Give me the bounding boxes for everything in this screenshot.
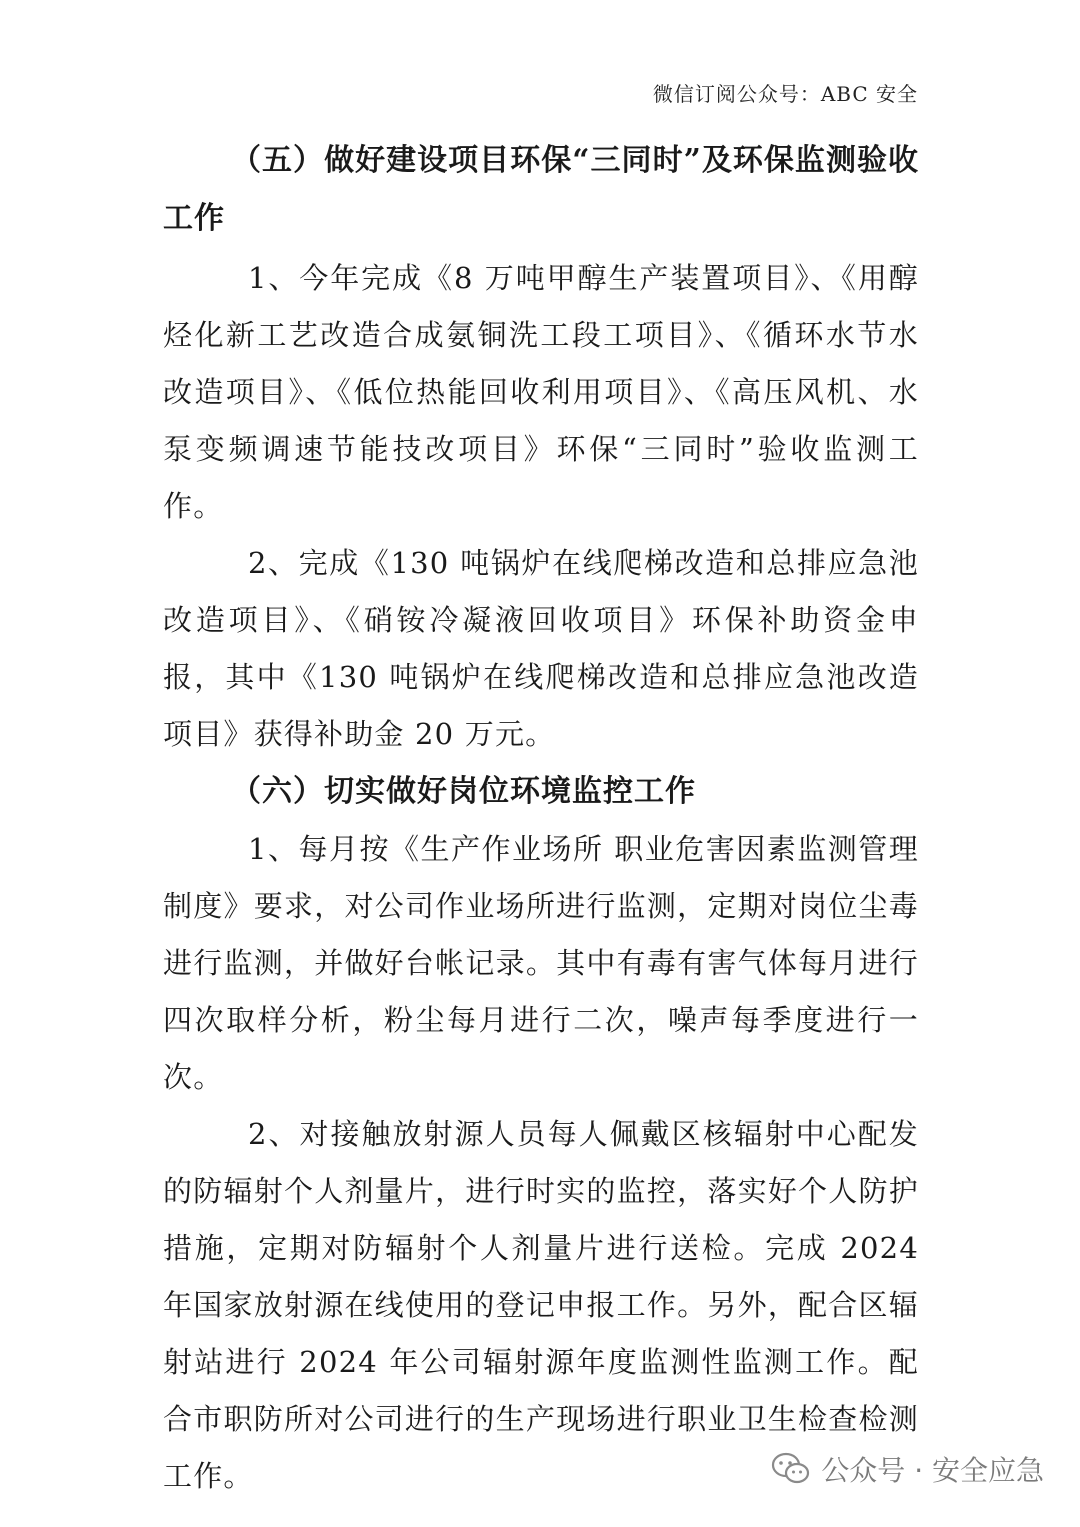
section-heading-5: （五）做好建设项目环保“三同时”及环保监测验收工作 <box>163 143 919 236</box>
watermark-text: 公众号 · 安全应急 <box>821 1454 1044 1487</box>
section-heading-6: （六）切实做好岗位环境监控工作 <box>231 774 696 809</box>
section-6-item-1: 1、每月按《生产作业场所 职业危害因素监测管理制度》要求，对公司作业场所进行监测，定期对岗位尘毒进行监测，并做好台帐记录。其中有毒有害气体每月进行四次取样分析，粉尘每月进行二次，噪声每季度进行一次。 <box>163 832 919 1094</box>
watermark <box>771 1449 1044 1489</box>
section-5-item-1: 1、今年完成《8 万吨甲醇生产装置项目》、《用醇烃化新工艺改造合成氨铜洗工段工项目》、《循环水节水改造项目》、《低位热能回收利用项目》、《高压风机、水泵变频调速节能技改项目》环保“三同时”验收监测工作。 <box>163 261 919 523</box>
document-body <box>163 132 919 1505</box>
section-5-item-2: 2、完成《130 吨锅炉在线爬梯改造和总排应急池改造项目》、《硝铵冷凝液回收项目》环保补助资金申报，其中《130 吨锅炉在线爬梯改造和总排应急池改造项目》获得补助金 20 万元。 <box>163 546 919 751</box>
header-note: 微信订阅公众号：ABC 安全 <box>652 82 918 106</box>
section-6-item-2: 2、对接触放射源人员每人佩戴区核辐射中心配发的防辐射个人剂量片，进行时实的监控，落实好个人防护措施，定期对防辐射个人剂量片进行送检。完成 2024 年国家放射源在线使用的登记申报工作。另外，配合区辐射站进行 2024 年公司辐射源年度监测性监测工作。配合市职防所对公司进行的生产现场进行职业卫生检查检测工作。 <box>163 1117 919 1493</box>
wechat-icon <box>771 1452 811 1486</box>
